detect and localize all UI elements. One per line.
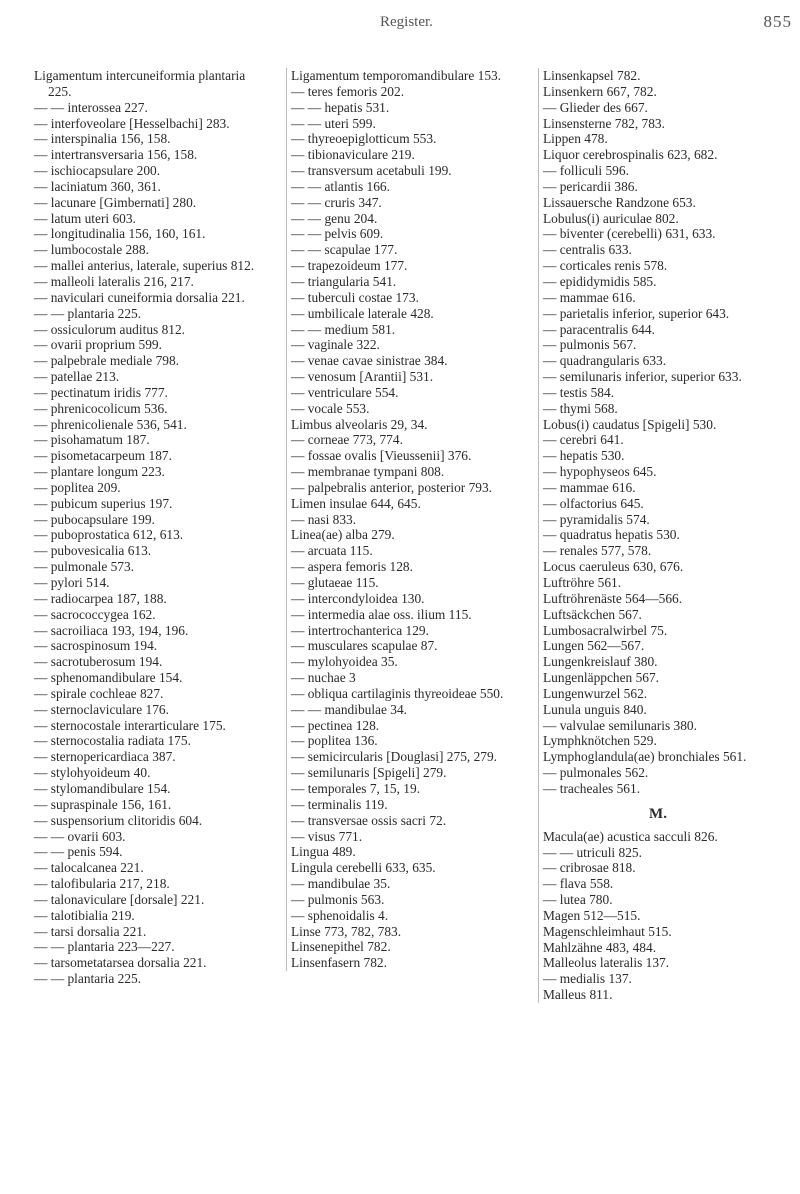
index-entry: — sternocostalia radiata 175. <box>34 733 191 749</box>
index-entry: — ventriculare 554. <box>291 384 399 400</box>
index-entry: — flava 558. <box>543 876 614 892</box>
index-entry: — fossae ovalis [Vieussenii] 376. <box>291 448 472 464</box>
index-entry: — folliculi 596. <box>543 163 629 179</box>
index-entry: Malleus 811. <box>543 987 613 1003</box>
index-entry: — poplitea 136. <box>291 733 378 749</box>
index-entry: — pulmonales 562. <box>543 765 649 781</box>
index-entry: — mallei anterius, laterale, superius 812. <box>34 258 255 274</box>
index-entry: — phrenicocolicum 536. <box>34 400 168 416</box>
index-entry: — valvulae semilunaris 380. <box>543 717 697 733</box>
index-entry: — pisometacarpeum 187. <box>34 448 172 464</box>
index-entry: — pubicum superius 197. <box>34 495 173 511</box>
index-entry: — — scapulae 177. <box>291 242 398 258</box>
index-entry: — sphenomandibulare 154. <box>34 670 183 686</box>
index-entry: — tracheales 561. <box>543 780 641 796</box>
index-entry: Locus caeruleus 630, 676. <box>543 559 684 575</box>
index-entry: — pubocapsulare 199. <box>34 511 155 527</box>
index-entry: — talofibularia 217, 218. <box>34 876 170 892</box>
index-entry: — lutea 780. <box>543 892 613 908</box>
index-entry: — poplitea 209. <box>34 479 121 495</box>
index-entry: — sacrotuberosum 194. <box>34 654 163 670</box>
index-entry: — quadrangularis 633. <box>543 353 667 369</box>
index-entry: — medialis 137. <box>543 971 632 987</box>
index-entry: — — pelvis 609. <box>291 226 384 242</box>
index-entry: — malleoli lateralis 216, 217. <box>34 273 194 289</box>
page-number: 855 <box>763 12 792 31</box>
index-entry: — patellae 213. <box>34 369 120 385</box>
index-entry: Lingula cerebelli 633, 635. <box>291 860 436 876</box>
index-entry: Linsenepithel 782. <box>291 939 391 955</box>
index-entry: — visus 771. <box>291 828 363 844</box>
index-entry: — transversum acetabuli 199. <box>291 163 452 179</box>
index-entry: — pulmonis 563. <box>291 891 385 907</box>
index-entry: — nasi 833. <box>291 511 357 527</box>
index-entry: — — cruris 347. <box>291 194 382 210</box>
index-entry: — teres femoris 202. <box>291 83 405 99</box>
index-entry: — latum uteri 603. <box>34 210 136 226</box>
index-entry: — epididymidis 585. <box>543 273 657 289</box>
index-entry: Magen 512—515. <box>543 907 641 923</box>
index-entry: — pulmonis 567. <box>543 337 637 353</box>
index-entry: — mammae 616. <box>543 479 636 495</box>
index-entry: — stylohyoideum 40. <box>34 765 151 781</box>
index-entry: — — ovarii 603. <box>34 828 126 844</box>
index-entry: — tarsi dorsalia 221. <box>34 923 147 939</box>
index-entry: Lobus(i) caudatus [Spigeli] 530. <box>543 416 717 432</box>
index-entry: — vaginale 322. <box>291 337 380 353</box>
index-entry: — thymi 568. <box>543 400 618 416</box>
index-entry: — sternopericardiaca 387. <box>34 749 176 765</box>
index-entry: — ossiculorum auditus 812. <box>34 321 186 337</box>
index-entry: Linse 773, 782, 783. <box>291 923 402 939</box>
index-entry: — sacroiliaca 193, 194, 196. <box>34 622 189 638</box>
index-entry: — cerebri 641. <box>543 432 624 448</box>
index-entry: Linsenfasern 782. <box>291 955 387 971</box>
index-entry: — — hepatis 531. <box>291 99 390 115</box>
index-entry: — interfoveolare [Hesselbachi] 283. <box>34 115 230 131</box>
index-entry: — sacrococcygea 162. <box>34 606 156 622</box>
index-entry: — interspinalia 156, 158. <box>34 131 171 147</box>
index-entry: Lunula unguis 840. <box>543 701 647 717</box>
index-entry: — semicircularis [Douglasi] 275, 279. <box>291 749 498 765</box>
index-entry: — renales 577, 578. <box>543 543 652 559</box>
index-entry: — corticales renis 578. <box>543 258 668 274</box>
index-entry: Linsenkern 667, 782. <box>543 83 657 99</box>
index-column-1 <box>34 68 264 987</box>
index-entry: Luftröhre 561. <box>543 575 622 590</box>
index-entry: — olfactorius 645. <box>543 495 644 511</box>
index-entry: Malleolus lateralis 137. <box>543 955 670 971</box>
index-entry: — venae cavae sinistrae 384. <box>291 353 448 369</box>
index-entry: — obliqua cartilaginis thyreoideae 550. <box>291 685 504 701</box>
index-entry: — trapezoideum 177. <box>291 258 408 274</box>
index-entry: — venosum [Arantii] 531. <box>291 369 434 385</box>
index-entry: Liquor cerebrospinalis 623, 682. <box>543 147 718 163</box>
index-entry: — stylomandibulare 154. <box>34 780 171 796</box>
index-entry: — palpebrale mediale 798. <box>34 353 180 369</box>
index-entry: — ischiocapsulare 200. <box>34 163 161 179</box>
index-entry: Lissauersche Randzone 653. <box>543 194 696 210</box>
index-entry: — naviculari cuneiformia dorsalia 221. <box>34 289 245 305</box>
index-entry: — radiocarpea 187, 188. <box>34 590 167 606</box>
index-entry: Luftsäckchen 567. <box>543 606 642 622</box>
index-entry: — — utriculi 825. <box>543 844 642 860</box>
index-entry: Ligamentum temporomandibulare 153. <box>291 68 502 83</box>
index-entry: Linea(ae) alba 279. <box>291 527 395 543</box>
index-entry: Ligamentum intercuneiformia plantaria 225. <box>34 68 246 99</box>
index-entry: — phrenicolienale 536, 541. <box>34 416 187 432</box>
index-entry: — — uteri 599. <box>291 115 376 131</box>
index-entry: — palpebralis anterior, posterior 793. <box>291 479 493 495</box>
index-entry: — intercondyloidea 130. <box>291 590 425 606</box>
index-entry: — temporales 7, 15, 19. <box>291 780 421 796</box>
index-entry: — talocalcanea 221. <box>34 860 144 876</box>
index-entry: — — interossea 227. <box>34 99 148 115</box>
index-entry: — — plantaria 225. <box>34 971 142 987</box>
index-entry: — longitudinalia 156, 160, 161. <box>34 226 206 242</box>
index-entry: Lymphknötchen 529. <box>543 733 657 749</box>
index-entry: — vocale 553. <box>291 400 370 416</box>
index-entry: — pericardii 386. <box>543 178 638 194</box>
index-entry: — pyramidalis 574. <box>543 511 650 527</box>
index-entry: — — atlantis 166. <box>291 178 390 194</box>
index-entry: — mylohyoidea 35. <box>291 654 398 670</box>
index-entry: — spirale cochleae 827. <box>34 685 164 701</box>
index-entry: — semilunaris inferior, superior 633. <box>543 369 742 385</box>
index-entry: — musculares scapulae 87. <box>291 638 438 654</box>
index-entry: — centralis 633. <box>543 242 632 258</box>
index-entry: — pisohamatum 187. <box>34 432 150 448</box>
index-entry: Macula(ae) acustica sacculi 826. <box>543 828 718 844</box>
index-entry: Linsensterne 782, 783. <box>543 115 665 131</box>
index-entry: — lumbocostale 288. <box>34 242 149 258</box>
index-column-2 <box>286 68 521 971</box>
index-entry: — glutaeae 115. <box>291 575 379 590</box>
index-entry: Lymphoglandula(ae) bronchiales 561. <box>543 749 747 765</box>
index-entry: — laciniatum 360, 361. <box>34 178 161 194</box>
index-entry: — biventer (cerebelli) 631, 633. <box>543 226 716 242</box>
index-entry: Lungenkreislauf 380. <box>543 654 658 670</box>
index-entry: — paracentralis 644. <box>543 321 655 337</box>
index-entry: Lingua 489. <box>291 844 356 860</box>
index-entry: — pulmonale 573. <box>34 559 135 575</box>
index-entry: — hepatis 530. <box>543 448 625 464</box>
section-letter: M. <box>649 805 667 822</box>
index-entry: — intertrochanterica 129. <box>291 622 429 638</box>
index-entry: — lacunare [Gimbernati] 280. <box>34 194 197 210</box>
index-entry: — tibionaviculare 219. <box>291 147 415 163</box>
index-entry: Lippen 478. <box>543 131 608 147</box>
index-entry: — supraspinale 156, 161. <box>34 796 172 812</box>
index-entry: — pylori 514. <box>34 575 110 590</box>
index-entry: — talotibialia 219. <box>34 907 135 923</box>
index-entry: — testis 584. <box>543 384 615 400</box>
index-entry: — — plantaria 225. <box>34 305 142 321</box>
index-entry: Lungenwurzel 562. <box>543 685 648 701</box>
index-entry: — parietalis inferior, superior 643. <box>543 305 730 321</box>
index-entry: Magenschleimhaut 515. <box>543 923 672 939</box>
index-entry: — intertransversaria 156, 158. <box>34 147 198 163</box>
index-entry: — arcuata 115. <box>291 543 373 559</box>
index-entry: — membranae tympani 808. <box>291 464 445 480</box>
index-entry: — nuchae 3 <box>291 670 356 686</box>
index-entry: — Glieder des 667. <box>543 99 648 115</box>
index-entry: — thyreoepiglotticum 553. <box>291 131 437 147</box>
index-entry: — pectinea 128. <box>291 717 380 733</box>
index-entry: — mammae 616. <box>543 289 636 305</box>
index-entry: — — medium 581. <box>291 321 396 337</box>
index-entry: — pectinatum iridis 777. <box>34 384 168 400</box>
index-column-3-entries <box>543 68 773 797</box>
index-entry: — pubovesicalia 613. <box>34 543 152 559</box>
running-head: Register. <box>380 14 433 30</box>
index-entry: — cribrosae 818. <box>543 860 636 876</box>
index-entry: — transversae ossis sacri 72. <box>291 812 447 828</box>
index-entry: — aspera femoris 128. <box>291 559 413 575</box>
index-entry: — talonaviculare [dorsale] 221. <box>34 891 205 907</box>
index-entry: — triangularia 541. <box>291 273 397 289</box>
index-entry: Linsenkapsel 782. <box>543 68 641 83</box>
index-entry: — corneae 773, 774. <box>291 432 403 448</box>
index-entry: — tarsometatarsea dorsalia 221. <box>34 955 207 971</box>
index-entry: — sacrospinosum 194. <box>34 638 158 654</box>
index-entry: Lungen 562—567. <box>543 638 645 654</box>
index-entry: — semilunaris [Spigeli] 279. <box>291 765 447 781</box>
index-entry: Lumbosacralwirbel 75. <box>543 622 668 638</box>
index-entry: — sphenoidalis 4. <box>291 907 389 923</box>
index-column-3 <box>538 68 773 1003</box>
index-entry: — sternocostale interarticulare 175. <box>34 717 226 733</box>
index-entry: — suspensorium clitoridis 604. <box>34 812 203 828</box>
index-entry: Limbus alveolaris 29, 34. <box>291 416 428 432</box>
index-entry: Limen insulae 644, 645. <box>291 495 421 511</box>
index-entry: — quadratus hepatis 530. <box>543 527 680 543</box>
index-column-3-entries-after-section <box>543 829 773 1003</box>
index-entry: Lobulus(i) auriculae 802. <box>543 210 679 226</box>
index-entry: — puboprostatica 612, 613. <box>34 527 184 543</box>
index-entry: Lungenläppchen 567. <box>543 670 660 686</box>
index-entry: — — mandibulae 34. <box>291 701 408 717</box>
index-entry: — sternoclaviculare 176. <box>34 701 169 717</box>
index-entry: — ovarii proprium 599. <box>34 337 162 353</box>
index-entry: — — genu 204. <box>291 210 378 226</box>
index-entry: Mahlzähne 483, 484. <box>543 939 657 955</box>
index-entry: — hypophyseos 645. <box>543 464 657 480</box>
index-entry: — mandibulae 35. <box>291 876 391 892</box>
index-entry: — terminalis 119. <box>291 796 388 812</box>
index-entry: — umbilicale laterale 428. <box>291 305 434 321</box>
index-entry: — tuberculi costae 173. <box>291 289 419 305</box>
index-entry: — intermedia alae oss. ilium 115. <box>291 606 472 622</box>
index-entry: — plantare longum 223. <box>34 464 165 480</box>
index-entry: Luftröhrenäste 564—566. <box>543 590 683 606</box>
index-entry: — — plantaria 223—227. <box>34 939 175 955</box>
index-entry: — — penis 594. <box>34 844 123 860</box>
